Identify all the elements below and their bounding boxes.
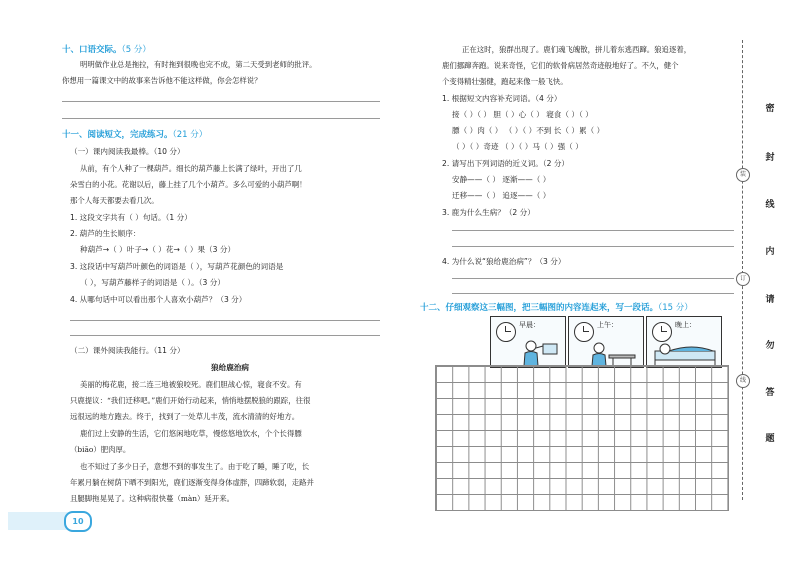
question-1: 1. 这段文字共有（ ）句话。（1 分） — [70, 213, 192, 222]
story-line: 远很远的地方跑去。终于，找到了一处草儿丰茂，流水清清的好地方。 — [70, 412, 300, 421]
part1-title: （一）课内阅读我最棒。（10 分） — [70, 147, 185, 156]
synonym-row[interactable]: 迁移——（ ） 追逐——（ ） — [452, 191, 551, 200]
person-in-bed-icon — [647, 317, 721, 367]
section-12-title: 十二、仔细观察这三幅图，把三幅图的内容连起来，写一段话。（15 分） — [420, 303, 693, 313]
writing-grid[interactable] — [435, 365, 729, 511]
question-3-cont[interactable]: （ ），写葫芦藤样子的词语是（ ）。（3 分） — [80, 278, 225, 287]
answer-line[interactable] — [452, 278, 734, 279]
question-3[interactable]: 3. 这段话中写葫芦叶颜色的词语是（ ），写葫芦花颜色的词语是 — [70, 262, 284, 271]
night-sleeping-icon: 晚上： — [646, 316, 722, 368]
right-question-3: 3. 鹿为什么生病？（2 分） — [442, 208, 535, 217]
story-line: 鹿们过上安静的生活，它们悠闲地吃草，慢悠悠地饮水，个个长得膘 — [80, 429, 302, 438]
binding-mark: 线 — [736, 374, 750, 388]
binding-mark: 订 — [736, 272, 750, 286]
fill-row[interactable]: （ ）（ ）奇迹 （ ）（ ）马（ ）强（ ） — [452, 142, 583, 151]
story-line: （biāo）肥肉厚。 — [70, 445, 131, 454]
student-at-desk-icon — [569, 317, 643, 367]
answer-line[interactable] — [62, 118, 380, 119]
sec10-paragraph-1: 明明做作业总是拖拉，有时拖到很晚也完不成，第二天受到老师的批评。 — [80, 60, 317, 69]
fill-row[interactable]: 接（ ）（ ） 胆（ ）心（ ） 寝食（ ）（ ） — [452, 110, 593, 119]
morning-brushing-icon: 早晨： — [490, 316, 566, 368]
passage-cont: 正在这时，狼群出现了。鹿们魂飞魄散，拼儿着东逃西蹿。狼追逐着， — [462, 45, 692, 54]
page-number: 10 — [64, 511, 92, 532]
binding-char: 题 — [765, 434, 775, 444]
right-question-2: 2. 请写出下列词语的近义词。（2 分） — [442, 159, 570, 168]
passage-line: 那个人每天都要去看几次。 — [70, 196, 159, 205]
story-line: 且腿脚拖晃晃了。这种病很快蔓（màn）延开来。 — [70, 494, 234, 503]
binding-char: 密 — [765, 104, 775, 114]
story-line: 美丽的梅花鹿，接二连三地被狼咬死。鹿们胆战心惊，寝食不安。有 — [80, 380, 302, 389]
part2-title: （二）课外阅读我能行。（11 分） — [70, 346, 185, 355]
passage-cont: 鹿们挪蹿奔跑。说来奇怪，它们的软骨病居然奇迹般地好了。不久，健个 — [442, 61, 679, 70]
question-4: 4. 从哪句话中可以看出那个人喜欢小葫芦？（3 分） — [70, 295, 247, 304]
answer-line[interactable] — [452, 293, 734, 294]
answer-line[interactable] — [70, 320, 380, 321]
binding-char: 勿 — [765, 341, 775, 351]
passage-cont: 个变得精壮强健，跑起来像一般飞快。 — [442, 77, 568, 86]
binding-char: 线 — [765, 200, 775, 210]
binding-char: 封 — [765, 153, 775, 163]
story-line: 也不知过了多少日子，意想不到的事发生了。由于吃了睡，睡了吃，长 — [80, 462, 310, 471]
section-10-title: 十、口语交际。（5 分） — [62, 45, 151, 55]
fill-row[interactable]: 膘（ ）肉（ ） （ ）（ ）不到 长（ ）累（ ） — [452, 126, 605, 135]
binding-char: 答 — [765, 388, 775, 398]
passage-line: 朵雪白的小花。花谢以后，藤上挂了几个小葫芦。多么可爱的小葫芦啊！ — [70, 180, 307, 189]
answer-line[interactable] — [62, 101, 380, 102]
binding-mark: 装 — [736, 168, 750, 182]
story-title: 狼给鹿治病 — [211, 363, 249, 372]
binding-dashed-line — [742, 40, 743, 500]
question-2-fill[interactable]: 种葫芦→（ ）叶子→（ ）花→（ ）果（3 分） — [80, 245, 236, 254]
right-question-1: 1. 根据短文内容补充词语。（4 分） — [442, 94, 562, 103]
section-11-title: 十一、阅读短文，完成练习。（21 分） — [62, 130, 208, 140]
person-brushing-teeth-icon — [491, 317, 565, 367]
question-2: 2. 葫芦的生长顺序： — [70, 229, 141, 238]
synonym-row[interactable]: 安静——（ ） 逐渐——（ ） — [452, 175, 551, 184]
story-line: 只鹿提议：“我们迁移吧。”鹿们开始行动起来，悄悄地摆脱狼的跟踪，往很 — [70, 396, 311, 405]
answer-line[interactable] — [70, 335, 380, 336]
passage-line: 从前，有个人种了一棵葫芦。细长的葫芦藤上长满了绿叶，开出了几 — [80, 164, 302, 173]
story-line: 年累月躺在树荫下晒不到阳光，鹿们逐渐变得身体虚胖，四蹄软弱，走路并 — [70, 478, 314, 487]
binding-char: 请 — [765, 295, 775, 305]
binding-char: 内 — [765, 247, 775, 257]
answer-line[interactable] — [452, 246, 734, 247]
sec10-paragraph-2: 你想用一篇课文中的故事来告诉他不能这样做，你会怎样说？ — [62, 76, 262, 85]
morning-class-icon: 上午： — [568, 316, 644, 368]
right-question-4: 4. 为什么说“狼给鹿治病”？（3 分） — [442, 257, 566, 266]
answer-line[interactable] — [452, 230, 734, 231]
